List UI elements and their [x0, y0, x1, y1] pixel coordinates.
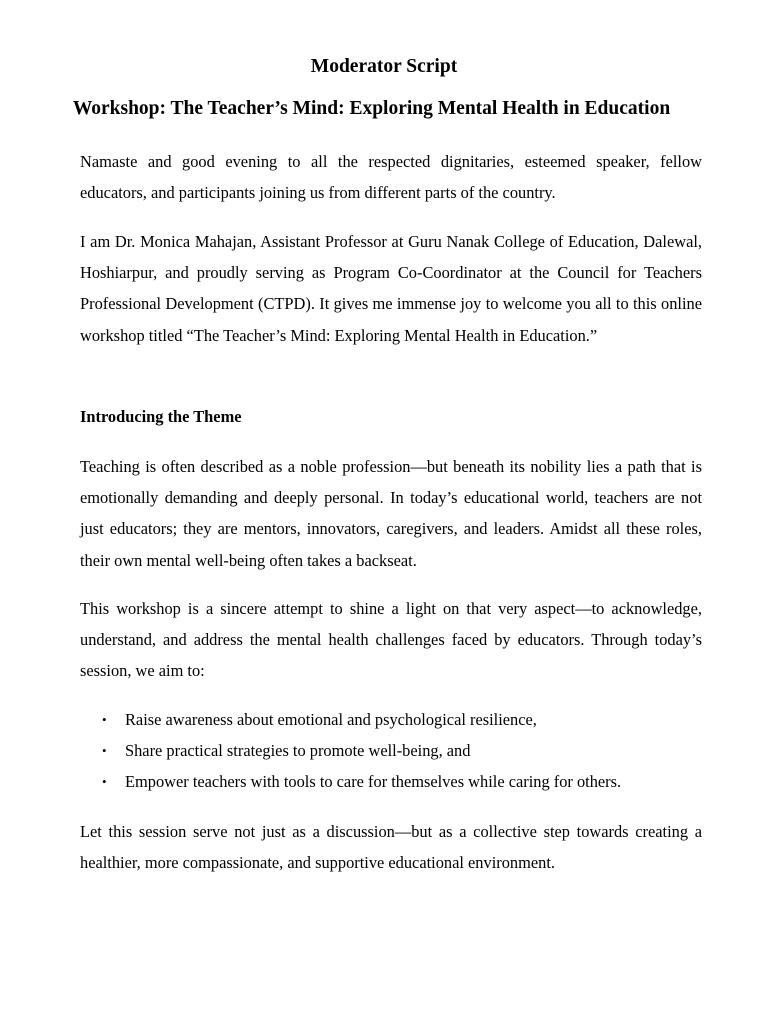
list-item-text: Raise awareness about emotional and psychological resilience, — [125, 710, 537, 729]
workshop-title: Workshop: The Teacher’s Mind: Exploring Mental Health in Education — [72, 98, 671, 119]
list-item — [80, 704, 702, 735]
aims-list — [80, 704, 702, 798]
list-item — [80, 766, 702, 797]
bullet-icon: • — [102, 774, 107, 790]
section-heading: Introducing the Theme — [80, 407, 242, 426]
list-item — [80, 735, 702, 766]
introduction-paragraph: I am Dr. Monica Mahajan, Assistant Professor at Guru Nanak College of Education, Dalewal, Hoshiarpur, and proudly serving as Program Co-Coordinator at the Council for Teachers Professional Development (CTPD). It gives me immense joy to welcome you all to this online workshop titled “The Teacher’s Mind: Exploring Mental Health in Education.” — [80, 232, 702, 345]
workshop-aims-paragraph: This workshop is a sincere attempt to shine a light on that very aspect—to acknowledge, understand, and address the mental health challenges faced by educators. Through today’s session, we aim to: — [80, 599, 702, 681]
document-title: Moderator Script — [310, 56, 458, 77]
list-item-text: Share practical strategies to promote well-being, and — [125, 741, 471, 761]
list-item-text: Empower teachers with tools to care for themselves while caring for others. — [125, 772, 622, 792]
theme-paragraph: Teaching is often described as a noble profession—but beneath its nobility lies a path that is emotionally demanding and deeply personal. In today’s educational world, teachers are not just educators; they are mentors, innovators, caregivers, and leaders. Amidst all these roles, their own mental well-being often takes a backseat. — [80, 457, 702, 570]
bullet-icon: • — [102, 743, 107, 759]
greeting-paragraph: Namaste and good evening to all the respected dignitaries, esteemed speaker, fellow educators, and participants joining us from different parts of the country. — [80, 152, 702, 203]
bullet-icon: • — [102, 712, 107, 727]
closing-paragraph: Let this session serve not just as a discussion—but as a collective step towards creating a healthier, more compassionate, and supportive educational environment. — [80, 822, 702, 873]
